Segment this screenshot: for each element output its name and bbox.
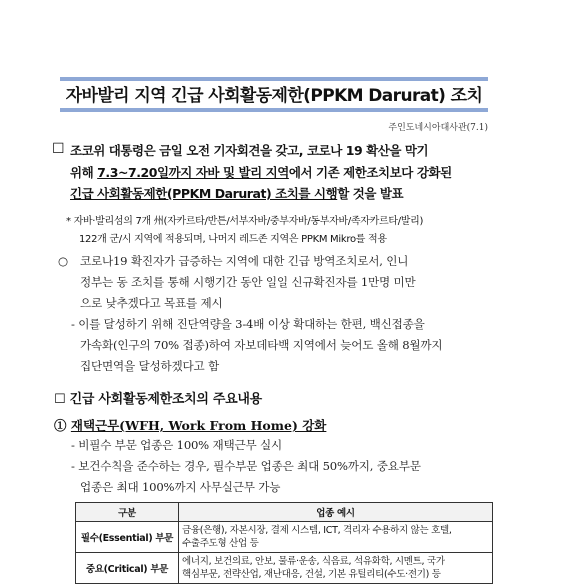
- table-cell-category: 필수(Essential) 부문: [76, 522, 179, 553]
- example-line: 에너지, 보건의료, 안보, 물류·운송, 식음료, 석유화학, 시멘트, 국가: [182, 556, 445, 567]
- para1-line1: 조코위 대통령은 금일 오전 기자회견을 갖고, 코로나 19 확산을 막기: [70, 143, 429, 158]
- table-row: [76, 553, 493, 584]
- wfh-point-2-cont: 업종은 최대 100%까지 사무실근무 가능: [80, 480, 281, 494]
- title-bottom-rule: [60, 108, 488, 112]
- example-line: 수출주도형 산업 등: [182, 538, 259, 549]
- sector-table: [75, 502, 493, 584]
- para2-line3: 으로 낮추겠다고 목표를 제시: [80, 296, 223, 310]
- table-header-row: [76, 503, 493, 522]
- para1-line3: [70, 184, 403, 202]
- circled-number: ①: [54, 418, 67, 433]
- section2-heading-text: 긴급 사회활동제한조치의 주요내용: [69, 392, 262, 407]
- para2-line1: [58, 253, 408, 269]
- table-header-category: 구분: [76, 503, 179, 522]
- checkbox-glyph: ☐: [52, 141, 65, 157]
- note-line2: 122개 군/시 지역에 적용되며, 나머지 레드존 지역은 PPKM Mikro를 적용: [79, 234, 387, 245]
- dash1-line2: 가속화(인구의 70% 접종)하여 자보데타백 지역에서 늦어도 올해 8월까지: [80, 338, 443, 352]
- para1-line2-underlined: 7.3~7.20일까지 자바 및 발리 지역: [97, 165, 289, 180]
- wfh-point-2: - 보건수칙을 준수하는 경우, 필수부문 업종은 최대 50%까지, 중요부문: [71, 459, 421, 473]
- note-line1: * 자바·발리섬의 7개 州(자카르타/반튼/서부자바/중부자바/동부자바/족자카르타/발리): [66, 216, 424, 227]
- table-row: [76, 522, 493, 553]
- checkbox-glyph: ☐: [54, 392, 66, 407]
- para1-line3-underlined: 긴급 사회활동제한(PPKM Darurat) 조치를 시행: [70, 186, 338, 201]
- example-line: 금융(은행), 자본시장, 결제 시스템, ICT, 격리자 수용하지 않는 호텔,: [182, 525, 452, 536]
- source-line: 주인도네시아대사관(7.1): [388, 123, 488, 133]
- para1-line2: [70, 163, 452, 181]
- page-title: 자바발리 지역 긴급 사회활동제한(PPKM Darurat) 조치: [65, 86, 483, 106]
- dash1-line3: 집단면역을 달성하겠다고 함: [80, 359, 219, 373]
- example-line: 핵심부문, 전략산업, 재난대응, 건설, 기본 유틸리티(수도·전기) 등: [182, 569, 441, 580]
- wfh-point-1: - 비필수 부문 업종은 100% 재택근무 실시: [71, 438, 282, 452]
- para2-line2: 정부는 동 조치를 통해 시행기간 동안 일일 신규확진자를 1만명 미만: [80, 275, 416, 289]
- table-cell-examples: [179, 522, 493, 553]
- subsection-heading-text: 재택근무(WFH, Work From Home) 강화: [70, 418, 327, 433]
- dash1-line1: - 이를 달성하기 위해 진단역량을 3-4배 이상 확대하는 한편, 백신접종을: [71, 317, 425, 331]
- para1-line3-post: 할 것을 발표: [337, 186, 404, 201]
- para1-line2-pre: 위해: [70, 165, 98, 180]
- circle-bullet: ○: [58, 254, 68, 268]
- para2-line1-text: 코로나19 확진자가 급증하는 지역에 대한 긴급 방역조치로서, 인니: [80, 254, 409, 268]
- section2-heading: [54, 388, 262, 407]
- table-cell-category: 중요(Critical) 부문: [76, 553, 179, 584]
- table-cell-examples: [179, 553, 493, 584]
- subsection-heading: [54, 416, 326, 434]
- para1-line2-post: 에서 기존 제한조치보다 강화된: [288, 165, 452, 180]
- table-header-examples: 업종 예시: [179, 503, 493, 522]
